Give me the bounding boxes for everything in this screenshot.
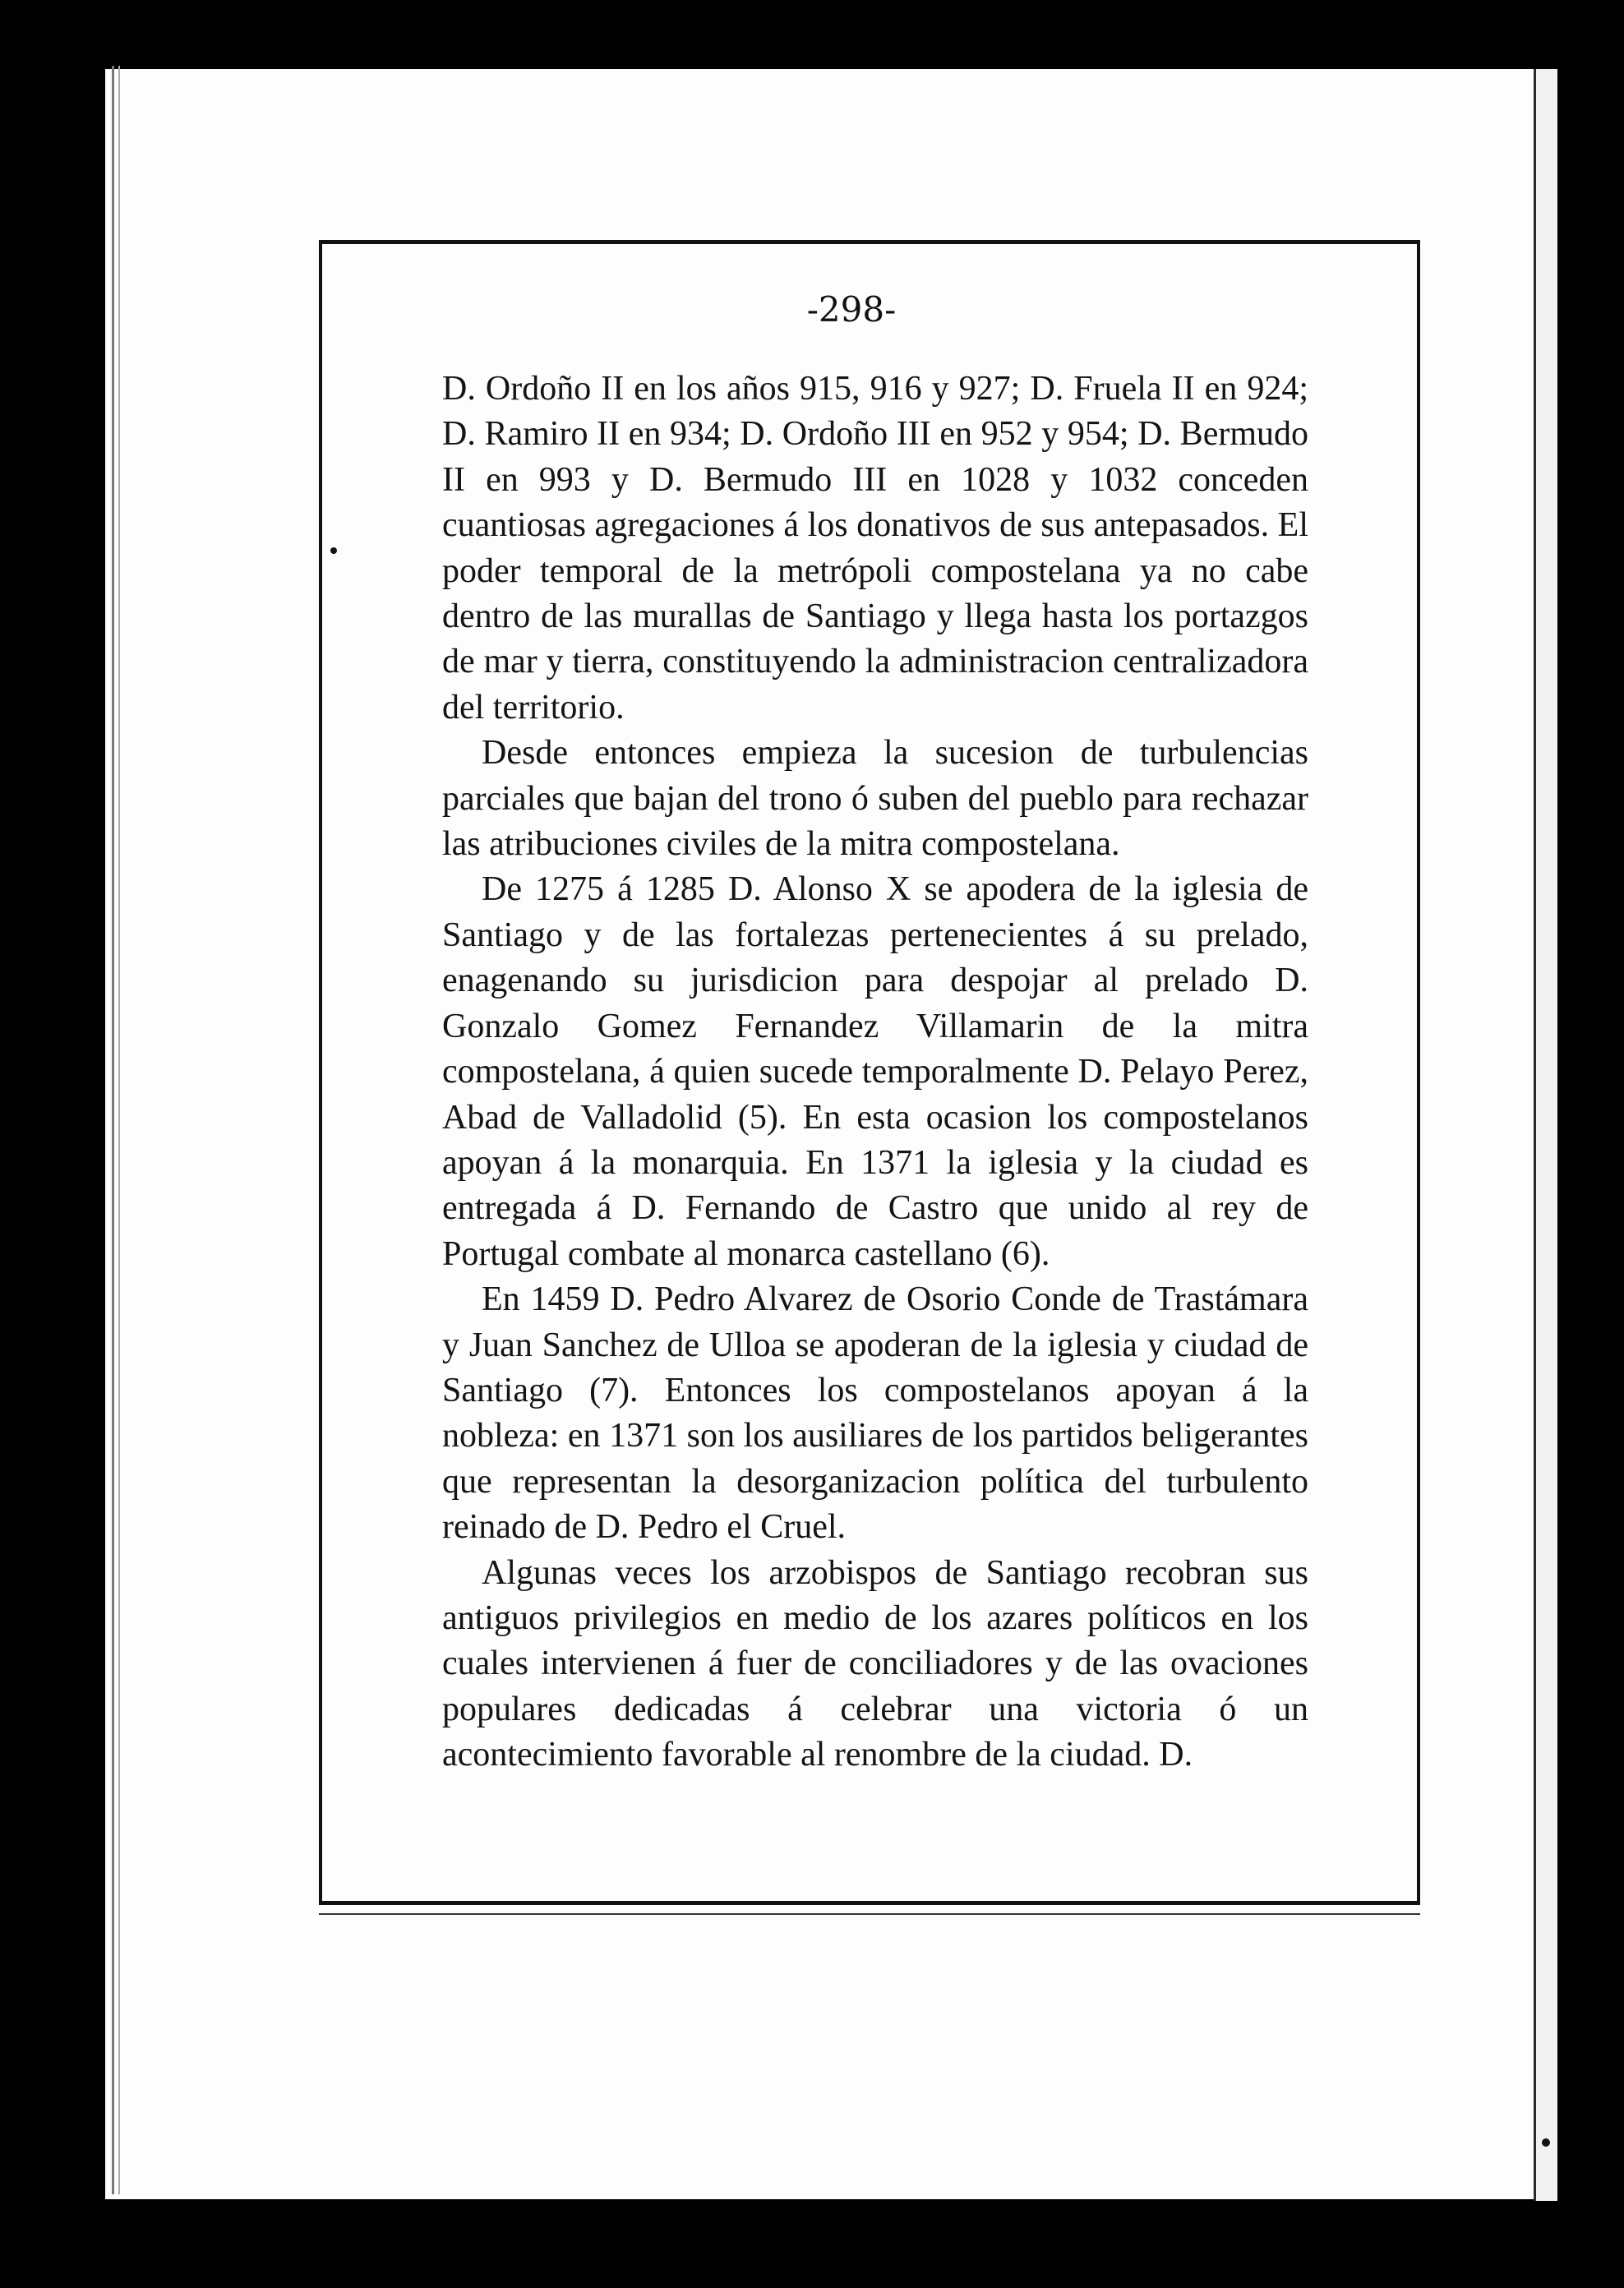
paragraph: En 1459 D. Pedro Alvarez de Osorio Conde de Trastámara y Juan Sanchez de Ulloa se apoderan de la iglesia y ciudad de Santiago (7). Entonces los compostelanos apoyan á la nobleza: en 1371 son los ausiliares de los partidos beligerantes que representan la desorganizacion política del turbulento reinado de D. Pedro el Cruel. (442, 1280, 1308, 1547)
paragraph: D. Ordoño II en los años 915, 916 y 927; D. Fruela II en 924; D. Ramiro II en 934; D. Ordoño III en 952 y 954; D. Bermudo II en 993 y D. Bermudo III en 1028 y 1032 conceden cuantiosas agregaciones á los donativos de sus antepasados. El poder temporal de la metrópoli compostelana ya no cabe dentro de las murallas de Santiago y llega hasta los portazgos de mar y tierra, constituyendo la administracion centralizadora del territorio. (442, 370, 1308, 727)
left-gutter-line (112, 66, 114, 2194)
page-speck (1542, 2138, 1550, 2147)
paragraph: Algunas veces los arzobispos de Santiago recobran sus antiguos privilegios en medio de los azares políticos en los cuales intervienen á fuer de conciliadores y de las ovaciones populares dedicadas á celebrar una victoria ó un acontecimiento favorable al renombre de la ciudad. D. (442, 1553, 1308, 1774)
frame-bottom-rule (319, 1913, 1420, 1915)
paragraph: Desde entonces empieza la sucesion de turbulencias parciales que bajan del trono ó suben del pueblo para rechazar las atribuciones civiles de la mitra compostelana. (442, 734, 1308, 864)
margin-ink-dot (330, 547, 337, 554)
next-page-edge (1534, 69, 1557, 2201)
page-number: -298- (806, 289, 897, 330)
left-gutter-line-inner (118, 66, 120, 2194)
paragraph: De 1275 á 1285 D. Alonso X se apodera de la iglesia de Santiago y de las fortalezas pertenecientes á su prelado, enagenando su jurisdicion para despojar al prelado D. Gonzalo Gomez Fernandez Villamarin de la mitra compostelana, á quien sucede temporalmente D. Pelayo Perez, Abad de Valladolid (5). En esta ocasion los compostelanos apoyan á la monarquia. En 1371 la iglesia y la ciudad es entregada á D. Fernando de Castro que unido al rey de Portugal combate al monarca castellano (6). (442, 870, 1308, 1273)
body-text (442, 367, 1308, 1778)
